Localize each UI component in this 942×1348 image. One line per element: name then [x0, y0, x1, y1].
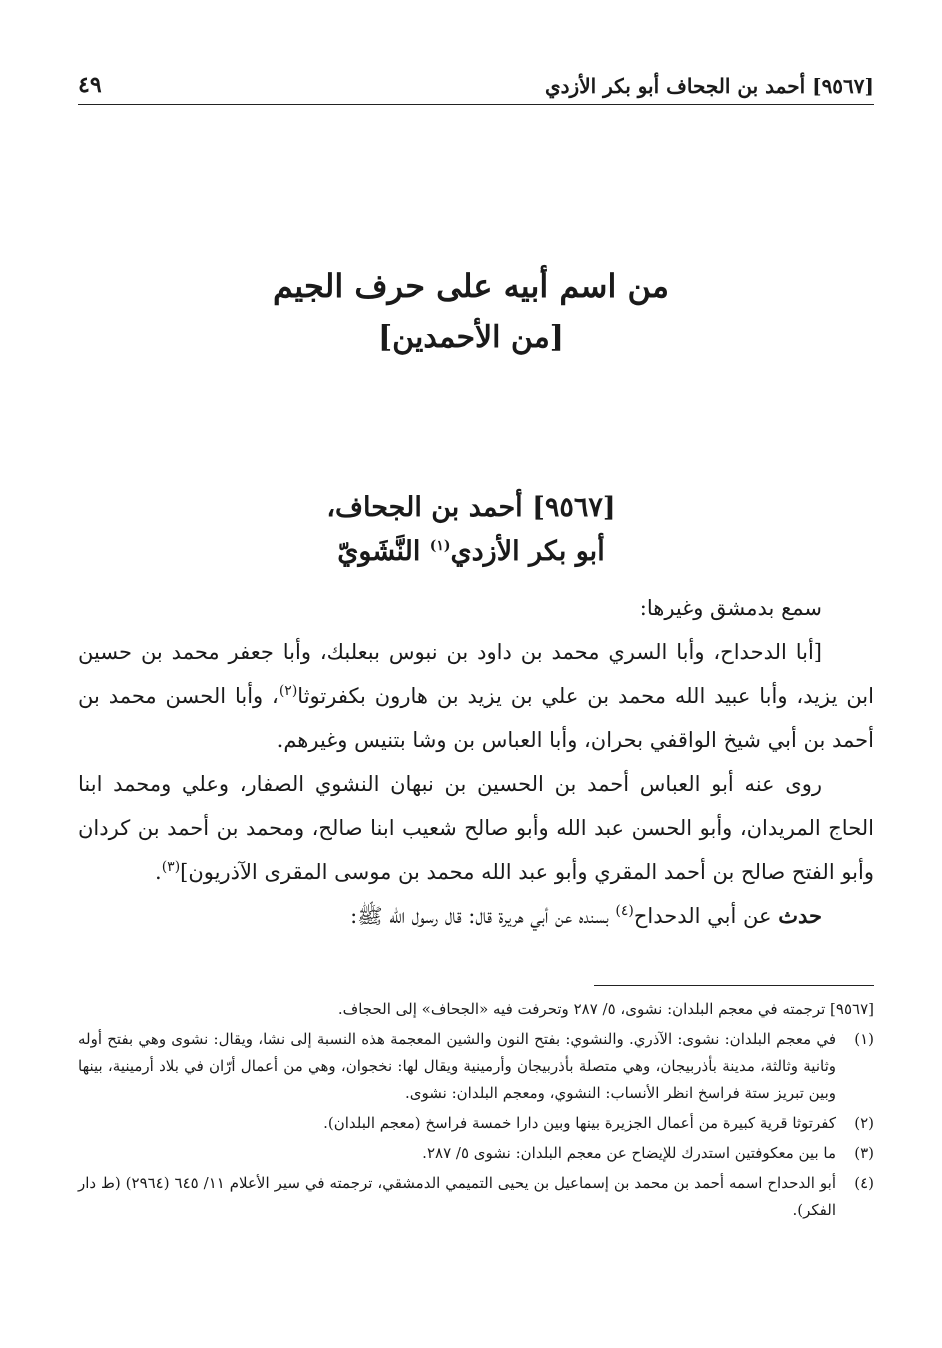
footnote-ref-3: (٣) — [161, 859, 181, 875]
entry-heading — [0, 486, 942, 574]
entry-nisba: النَّشَويّ — [337, 536, 430, 567]
running-header — [78, 70, 874, 105]
footnote-ref-2: (٢) — [278, 683, 298, 699]
body-text — [78, 586, 874, 938]
footnote-text: في معجم البلدان: نشوى: الآذري. والنشوي: بفتح النون والشين المعجمة هذه النسبة إلى نشا، ويقال: نشوى وهي بفتح أوله وثانية وثالثة، مدينة بأذربيجان، وهي متصلة بأذربيجان وأرمينية ويقال لها: نخجوان، وهي من أعمال أرّان في بلاد أرمينية، بينها وبين تبريز ستة فراسخ انظر الأنساب: النشوي، ومعجم البلدان: نشوى. — [78, 1030, 836, 1102]
footnote-mark: (١) — [854, 1030, 874, 1048]
footnote-ref-4: (٤) — [615, 903, 634, 919]
running-title: [٩٥٦٧] أحمد بن الجحاف أبو بكر الأزدي — [544, 74, 874, 98]
entry-title-line-2 — [0, 530, 942, 574]
narrators-paragraph — [78, 762, 874, 894]
hadith-text-2: بسنده عن أبي هريرة قال: قال رسول الله ﷺ: — [350, 904, 616, 928]
entry-title-line-1: [٩٥٦٧] أحمد بن الجحاف، — [326, 492, 616, 523]
footnote-mark: (٢) — [854, 1114, 874, 1132]
page-number: ٤٩ — [78, 72, 102, 98]
footnote-text: ما بين معكوفتين استدرك للإيضاح عن معجم البلدان: نشوى ٥/ ٢٨٧. — [422, 1144, 836, 1162]
footnote-mark: (٤) — [854, 1174, 874, 1192]
teachers-text-2: ، وأبا الحسن محمد بن أحمد بن أبي شيخ الواقفي بحران، وأبا العباس بن وشا بتنيس وغيرهم. — [78, 684, 874, 752]
footnote-source: [٩٥٦٧] ترجمته في معجم البلدان: نشوى، ٥/ ٢٨٧ وتحرفت فيه «الجحاف» إلى الحجاف. — [337, 1000, 874, 1018]
hadith-text-1: عن أبي الدحداح — [633, 904, 779, 928]
chapter-subtitle: [من الأحمدين] — [377, 320, 564, 355]
chapter-heading — [0, 262, 942, 362]
teachers-text-1: [أبا الدحداح، وأبا السري محمد بن داود بن نبوس ببعلبك، وأبا جعفر محمد بن حسين ابن يزيد، وأبا عبيد الله محمد بن علي بن يزيد بن هارون بكفرتوثا — [78, 640, 874, 708]
footnote-mark: (٣) — [854, 1144, 874, 1162]
footnotes — [78, 996, 874, 1227]
chapter-title: من اسم أبيه على حرف الجيم — [272, 267, 670, 305]
footnote-text: أبو الدحداح اسمه أحمد بن محمد بن إسماعيل بن يحيى التميمي الدمشقي، ترجمته في سير الأعلام ١١/ ٦٤٥ (٢٩٦٤) (ط دار الفكر). — [78, 1174, 836, 1219]
footnote-item — [78, 1140, 874, 1167]
hadith-paragraph — [78, 894, 874, 938]
footnote-item — [78, 1026, 874, 1107]
intro-paragraph: سمع بدمشق وغيرها: — [639, 596, 822, 620]
entry-name: أبو بكر الأزدي — [450, 536, 605, 567]
hadith-lead-word: حدث — [778, 903, 822, 928]
teachers-paragraph — [78, 630, 874, 762]
footnote-ref-1: (١) — [429, 538, 451, 554]
footnote-item — [78, 1170, 874, 1224]
narrators-text-1: روى عنه أبو العباس أحمد بن الحسين بن نبهان النشوي الصفار، وعلي ومحمد ابنا الحاج المريدان، وأبو الحسن عبد الله وأبو صالح شعيب ابنا صالح، ومحمد بن أحمد بن كردان وأبو الفتح صالح بن أحمد المقري وأبو عبد الله محمد بن موسى المقرى الآذريون] — [78, 772, 874, 884]
narrators-text-2: . — [155, 860, 162, 884]
footnote-item — [78, 1110, 874, 1137]
footnote-text: كفرتوثا قرية كبيرة من أعمال الجزيرة بينها وبين دارا خمسة فراسخ (معجم البلدان). — [323, 1114, 836, 1132]
footnote-divider — [594, 985, 874, 986]
